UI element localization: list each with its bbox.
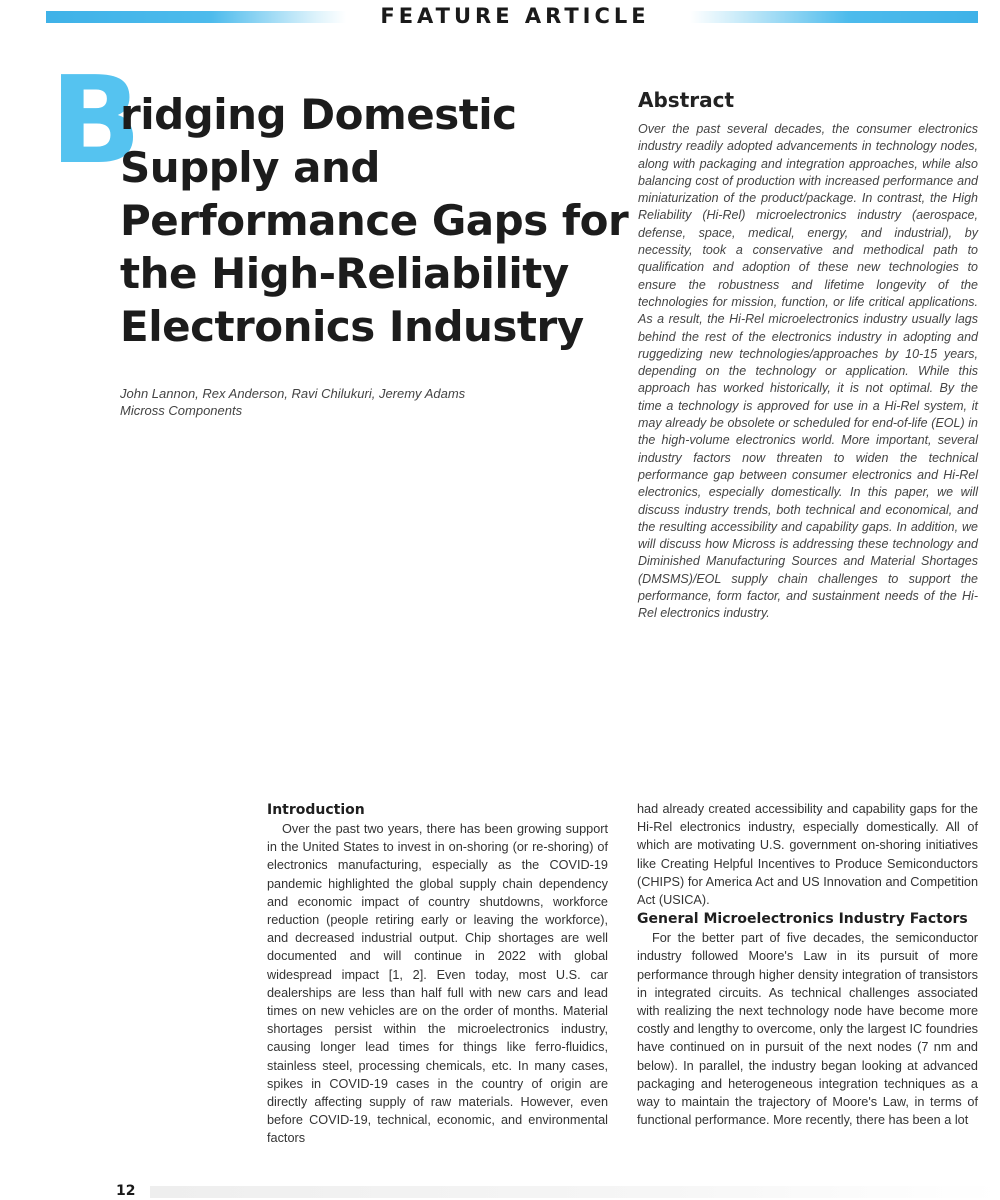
- author-names: John Lannon, Rex Anderson, Ravi Chilukuri, Jeremy Adams: [120, 386, 466, 401]
- body-column-right: [637, 800, 978, 1129]
- introduction-paragraph: Over the past two years, there has been growing support in the United States to invest in on-shoring (or re-shoring) of electronics manufacturing, especially as the COVID-19 pandemic highlighted the global supply chain dependency and economic impact of country shutdowns, workforce reduction (people retiring early or leaving the workforce), and decreased industrial output. Chip shortages are well documented and will continue in 2022 with global widespread impact [1, 2]. Even today, most U.S. car dealerships are less than half full with new cars and lead times on new vehicles are on the order of months. Material shortages persist within the microelectronics industry, causing longer lead times for things like ferro-fluidics, stainless steel, processing chemicals, etc. In many cases, spikes in COVID-19 cases in the country of origin are directly affecting supply of raw materials. However, even before COVID-19, technical, economic, and environmental factors: [267, 822, 608, 1146]
- title-line: Electronics Industry: [120, 302, 584, 351]
- footer-bar: [150, 1186, 1000, 1198]
- industry-factors-heading: General Microelectronics Industry Factors: [637, 911, 968, 928]
- section-label: FEATURE ARTICLE: [380, 4, 650, 28]
- author-affiliation: Micross Components: [120, 403, 243, 418]
- abstract-text: Over the past several decades, the consumer electronics industry readily adopted advancements in technology nodes, along with packaging and integration approaches, while also balancing cost of production with increased performance and miniaturization of the product/package. In contrast, the High Reliability (Hi-Rel) microelectronics industry (aerospace, defense, space, medical, energy, and industrial), by necessity, took a conservative and methodical path to qualification and adoption of these new technologies to ensure the robustness and lifetime longevity of the technologies for mission, function, or life critical applications. As a result, the Hi-Rel microelectronics industry usually lags behind the rest of the electronics industry in adopting and ruggedizing new technologies/approaches by 10-15 years, depending on the technology or application. While this approach has worked historically, it is not optimal. By the time a technology is approved for use in a Hi-Rel system, it may already be obsolete or scheduled for end-of-life (EOL) in the high-volume electronics world. More important, several industry factors now threaten to widen the technical performance gap between consumer electronics and Hi-Rel electronics, especially domestically. In this paper, we will discuss industry trends, both technical and economical, and the resulting accessibility and capability gaps. In addition, we will discuss how Micross is addressing these technology and Diminished Manufacturing Sources and Material Shortages (DMSMS)/EOL supply chain challenges to support the performance, form factor, and sustainment needs of the Hi-Rel electronics industry.: [638, 122, 978, 621]
- industry-factors-paragraph: For the better part of five decades, the semiconductor industry followed Moore's Law in its pursuit of more performance through higher density integration of transistors in integrated circuits. As technical challenges associated with realizing the next technology node have become more costly and lengthy to overcome, only the largest IC foundries have continued on in pursuit of the next nodes (7 nm and below). In parallel, the industry began looking at advanced packaging and heterogeneous integration techniques as a way to maintain the trajectory of Moore's Law, in terms of functional performance. More recently, there has been a lot: [637, 931, 978, 1128]
- drop-cap: B: [50, 52, 142, 191]
- body-column-left: [267, 800, 608, 1148]
- title-line: ridging Domestic: [120, 90, 517, 139]
- title-line: the High-Reliability: [120, 249, 569, 298]
- page-number: 12: [116, 1183, 136, 1199]
- title-line: Performance Gaps for: [120, 196, 629, 245]
- header-accent-bar-left: [46, 11, 346, 23]
- author-block: [120, 385, 540, 419]
- title-line: Supply and: [120, 143, 380, 192]
- header-accent-bar-right: [690, 11, 978, 23]
- introduction-heading: Introduction: [267, 802, 365, 818]
- abstract-heading: Abstract: [638, 88, 735, 112]
- introduction-continued-paragraph: had already created accessibility and capability gaps for the Hi-Rel electronics industry, especially domestically. All of which are motivating U.S. government on-shoring initiatives like Creating Helpful Incentives to Produce Semiconductors (CHIPS) for America Act and US Innovation and Competition Act (USICA).: [637, 802, 978, 908]
- article-title: [120, 88, 629, 353]
